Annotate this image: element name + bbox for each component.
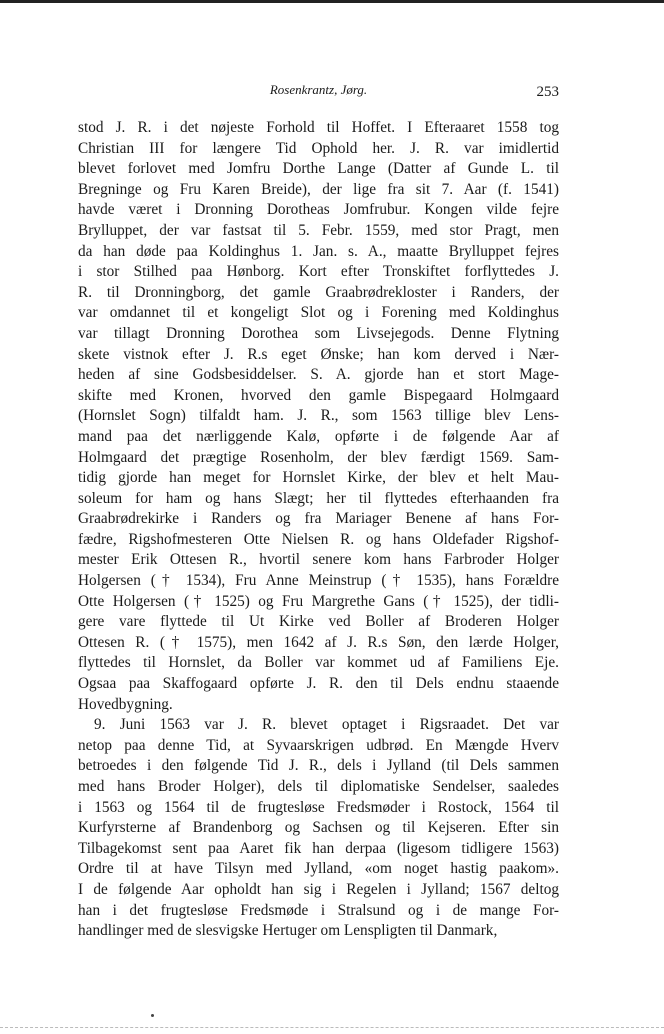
text-line: med hans Broder Holger), dels til diplomatiske Sendelser, saaledes <box>78 778 559 795</box>
text-line: Brylluppet, der var fastsat til 5. Febr. 1559, med stor Pragt, men <box>78 221 559 239</box>
page-header <box>78 82 559 104</box>
text-line: Holmgaard det prægtige Rosenholm, der blev færdigt 1569. Sam- <box>78 448 559 466</box>
text-line: R. til Dronningborg, det gamle Graabrødrekloster i Randers, der <box>78 283 559 301</box>
text-line: i 1563 og 1564 til de frugtesløse Fredsmøder i Rostock, 1564 til <box>78 798 559 816</box>
body-text <box>78 118 559 942</box>
text-line: Ordre til at have Tilsyn med Jylland, «om noget hastig paakom». <box>78 860 559 878</box>
text-line: stod J. R. i det nøjeste Forhold til Hoffet. I Efteraaret 1558 tog <box>78 119 559 136</box>
text-line: Graabrødrekirke i Randers og fra Mariager Benene af hans For- <box>78 510 559 528</box>
text-line: I de følgende Aar opholdt han sig i Regelen i Jylland; 1567 deltog <box>78 880 559 898</box>
text-line: mand paa det nærliggende Kalø, opførte i de følgende Aar af <box>78 427 559 445</box>
text-line: Otte Holgersen († 1525) og Fru Margrethe Gans († 1525), der tidli- <box>78 592 559 610</box>
text-line: soleum for ham og hans Slægt; her til flyttedes efterhaanden fra <box>78 489 559 507</box>
text-line: betroedes i den følgende Tid J. R., dels i Jylland (til Dels sammen <box>78 757 559 775</box>
text-line: Holgersen († 1534), Fru Anne Meinstrup († 1535), hans Forældre <box>78 572 559 590</box>
text-line: flyttedes til Hornslet, da Boller var kommet ud af Familiens Eje. <box>78 654 559 672</box>
text-line: fædre, Rigshofmesteren Otte Nielsen R. og hans Oldefader Rigshof- <box>78 530 559 548</box>
text-line: havde været i Dronning Dorotheas Jomfrubur. Kongen vilde fejre <box>78 201 559 219</box>
text-line: Hovedbygning. <box>78 695 173 713</box>
text-line: i stor Stilhed paa Hønborg. Kort efter Tronskiftet forflyttedes J. <box>78 263 559 281</box>
text-line: Bregninge og Fru Karen Breide), der lige fra sit 7. Aar (f. 1541) <box>78 180 559 198</box>
text-line: skifte med Kronen, hvorved den gamle Bispegaard Holmgaard <box>78 386 559 404</box>
text-line: tidig gjorde han meget for Hornslet Kirke, der blev et helt Mau- <box>78 469 559 487</box>
text-line: mester Erik Ottesen R., hvortil senere kom hans Farbroder Holger <box>78 551 559 569</box>
text-line: Tilbagekomst sent paa Aaret fik han derpaa (ligesom tidligere 1563) <box>78 839 559 857</box>
text-line: Ogsaa paa Skaffogaard opførte J. R. den til Dels endnu staaende <box>78 675 559 693</box>
text-line: gere vare flyttede til Ut Kirke ved Boller af Broderen Holger <box>78 613 559 631</box>
text-line: Christian III for længere Tid Ophold her. J. R. var imidlertid <box>78 139 559 157</box>
text-line: skete vistnok efter J. R.s eget Ønske; han kom derved i Nær- <box>78 345 559 363</box>
text-line: han i det frugtesløse Fredsmøde i Stralsund og i de mange For- <box>78 901 559 919</box>
text-line: netop paa denne Tid, at Syvaarskrigen udbrød. En Mængde Hverv <box>78 736 559 754</box>
text-line: handlinger med de slesvigske Hertuger om Lenspligten til Danmark, <box>78 922 498 940</box>
text-line: 9. Juni 1563 var J. R. blevet optaget i Rigsraadet. Det var <box>94 716 559 734</box>
page-number: 253 <box>536 84 559 100</box>
top-rule <box>0 0 664 3</box>
text-line: heden af sine Godsbesiddelser. S. A. gjorde han et stort Mage- <box>78 366 559 384</box>
bottom-rule <box>0 1027 664 1029</box>
text-line: var tillagt Dronning Dorothea som Livsejegods. Denne Flytning <box>78 324 559 342</box>
running-title: Rosenkrantz, Jørg. <box>269 82 368 97</box>
text-line: da han døde paa Koldinghus 1. Jan. s. A., maatte Brylluppet fejres <box>78 242 559 260</box>
text-line: Kurfyrsterne af Brandenborg og Sachsen og til Kejseren. Efter sin <box>78 819 559 837</box>
text-line: Ottesen R. († 1575), men 1642 af J. R.s Søn, den lærde Holger, <box>78 633 559 651</box>
ink-dot <box>151 1014 154 1017</box>
text-line: var omdannet til et kongeligt Slot og i Forening med Koldinghus <box>78 304 559 322</box>
text-line: blevet forlovet med Jomfru Dorthe Lange (Datter af Gunde L. til <box>78 160 559 178</box>
text-line: (Hornslet Sogn) tilfaldt ham. J. R., som 1563 tillige blev Lens- <box>78 407 559 425</box>
